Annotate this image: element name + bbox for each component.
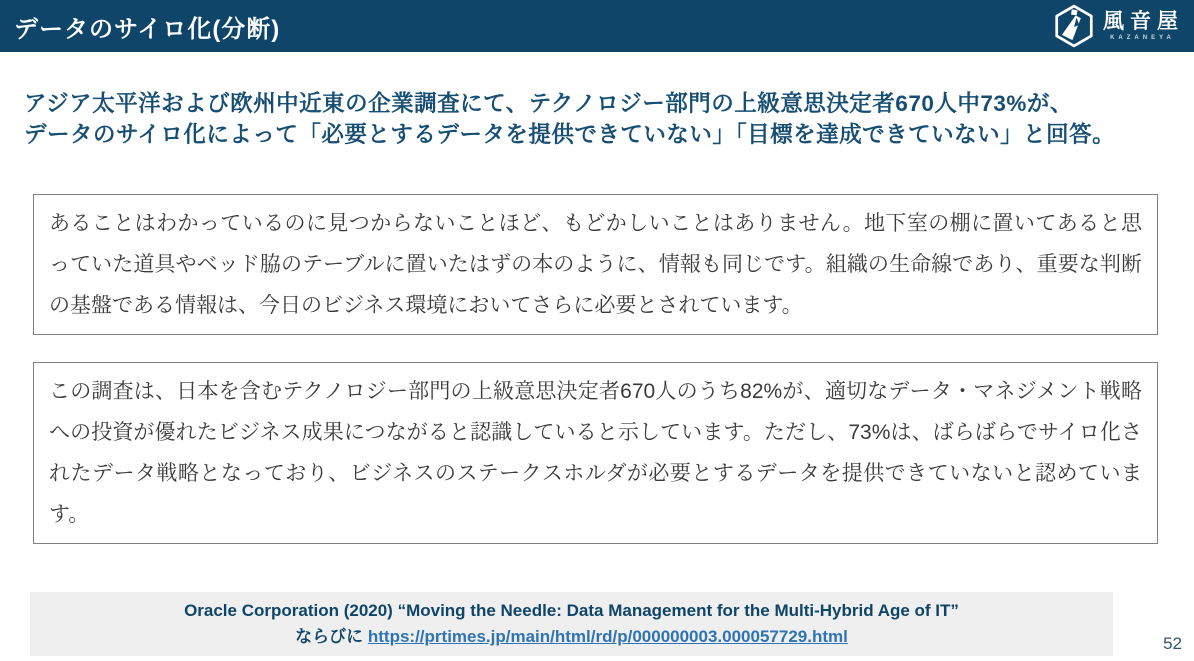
citation-line2 (40, 624, 1103, 650)
kazaneya-logo (1053, 4, 1184, 48)
kazaneya-logo-name: 風音屋 (1103, 10, 1184, 33)
slide-title: データのサイロ化(分断) (14, 15, 281, 43)
quote-box-1 (33, 194, 1158, 335)
quote-box-2 (33, 362, 1158, 544)
kazaneya-hexagon-icon (1053, 4, 1095, 48)
slide-header-bar (0, 0, 1194, 52)
quote-box-2-text: この調査は、日本を含むテクノロジー部門の上級意思決定者670人のうち82%が、適切なデータ・マネジメント戦略への投資が優れたビジネス成果につながると認識していると示しています。ただし、73%は、ばらばらでサイロ化されたデータ戦略となっており、ビジネスのステークスホルダが必要とするデータを提供できていないと認めています。 (49, 380, 1142, 526)
quote-box-1-text: あることはわかっているのに見つからないことほど、もどかしいことはありません。地下室の棚に置いてあると思っていた道具やベッド脇のテーブルに置いたはずの本のように、情報も同じです。組織の生命線であり、重要な判断の基盤である情報は、今日のビジネス環境においてさらに必要とされています。 (49, 212, 1142, 317)
kazaneya-logo-subtitle: KAZANEYA (1110, 35, 1175, 41)
lead-heading (24, 88, 1174, 150)
page-number: 52 (1163, 634, 1182, 653)
citation-link[interactable]: https://prtimes.jp/main/html/rd/p/000000003.000057729.html (367, 627, 848, 646)
lead-heading-line2: データのサイロ化によって「必要とするデータを提供できていない」「目標を達成できていない」と回答。 (24, 122, 1116, 147)
lead-heading-line1: アジア太平洋および欧州中近東の企業調査にて、テクノロジー部門の上級意思決定者670人中73%が、 (24, 91, 1073, 116)
citation-box (30, 592, 1113, 656)
kazaneya-logo-text (1103, 10, 1184, 41)
citation-text: Oracle Corporation (2020) “Moving the Needle: Data Management for the Multi-Hybrid Age of IT” (184, 601, 959, 620)
citation-prefix: ならびに (295, 627, 368, 646)
